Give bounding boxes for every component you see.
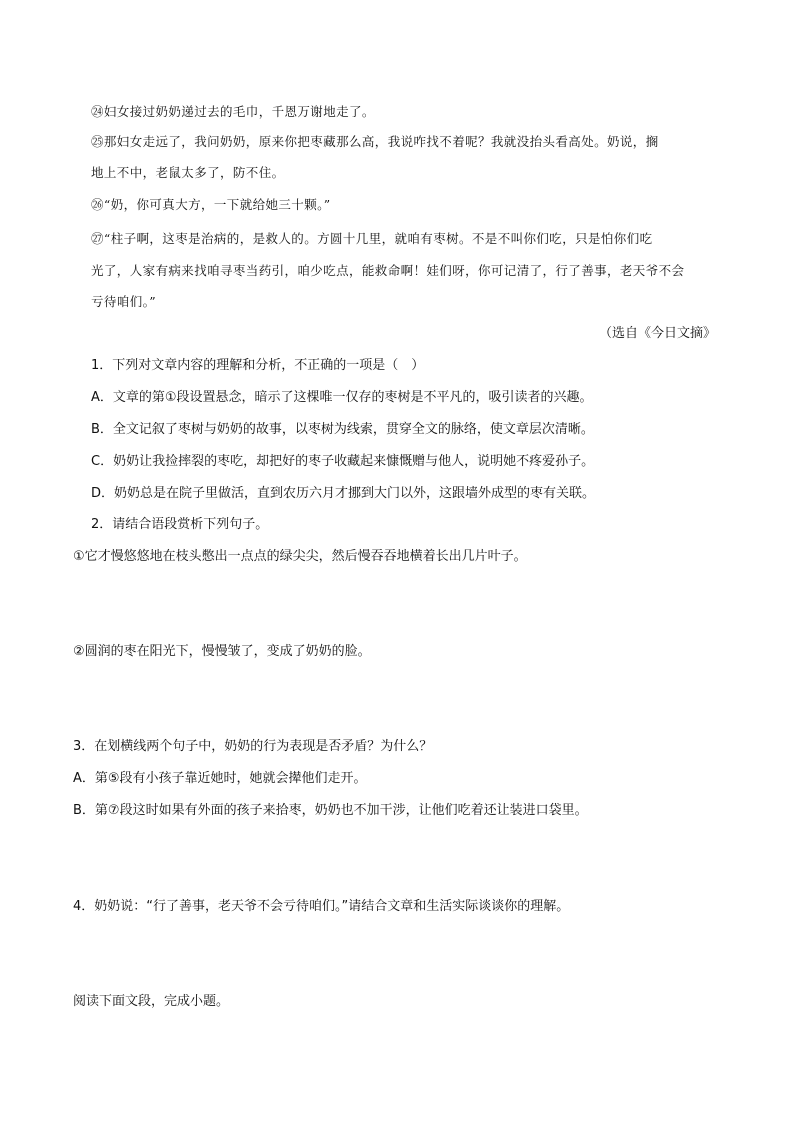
paragraph-25-line-1: ㉕那妇女走远了，我问奶奶，原来你把枣藏那么高，我说咋找不着呢？我就没抬头看高处。奶说，搁: [91, 134, 659, 149]
question-1-option-c: C．奶奶让我捡摔裂的枣吃，却把好的枣子收藏起来慷慨赠与他人，说明她不疼爱孙子。: [91, 454, 595, 469]
paragraph-26: ㉖“奶，你可真大方，一下就给她三十颗。”: [91, 197, 331, 212]
paragraph-27-line-1: ㉗“柱子啊，这枣是治病的，是救人的。方圆十几里，就咱有枣树。不是不叫你们吃，只是怕你们吃: [91, 231, 653, 246]
question-3-sentence-b: B．第⑦段这时如果有外面的孩子来拾枣，奶奶也不加干涉，让他们吃着还让装进口袋里。: [73, 803, 588, 818]
next-section-instruction: 阅读下面文段，完成小题。: [73, 994, 230, 1009]
question-1-option-b: B．全文记叙了枣树与奶奶的故事，以枣树为线索，贯穿全文的脉络，使文章层次清晰。: [91, 422, 594, 437]
question-4-stem: 4．奶奶说：“行了善事，老天爷不会亏待咱们。”请结合文章和生活实际谈谈你的理解。: [73, 899, 570, 914]
question-3-sentence-a: A．第⑤段有小孩子靠近她时，她就会撵他们走开。: [73, 771, 367, 786]
question-2-sentence-2: ②圆润的枣在阳光下，慢慢皱了，变成了奶奶的脸。: [73, 644, 371, 659]
paragraph-25-line-2: 地上不中，老鼠太多了，防不住。: [91, 165, 285, 180]
question-2-stem: 2．请结合语段赏析下列句子。: [91, 517, 269, 532]
paragraph-27-line-3: 亏待咱们。”: [91, 294, 157, 309]
source-citation: （选自《今日文摘》: [598, 326, 716, 341]
question-3-stem: 3．在划横线两个句子中，奶奶的行为表现是否矛盾？为什么？: [73, 739, 433, 754]
question-1-stem: 1．下列对文章内容的理解和分析，不正确的一项是（ ）: [91, 358, 425, 373]
paragraph-24: ㉔妇女接过奶奶递过去的毛巾，千恩万谢地走了。: [91, 104, 375, 119]
paragraph-27-line-2: 光了，人家有病来找咱寻枣当药引，咱少吃点，能救命啊！娃们呀，你可记清了，行了善事，老天爷不会: [91, 263, 685, 278]
question-1-option-a: A．文章的第①段设置悬念，暗示了这棵唯一仅存的枣树是不平凡的，吸引读者的兴趣。: [91, 390, 593, 405]
question-2-sentence-1: ①它才慢悠悠地在枝头憋出一点点的绿尖尖，然后慢吞吞地横着长出几片叶子。: [73, 549, 527, 564]
question-1-option-d: D．奶奶总是在院子里做活，直到农历六月才挪到大门以外，这跟墙外成型的枣有关联。: [91, 486, 596, 501]
